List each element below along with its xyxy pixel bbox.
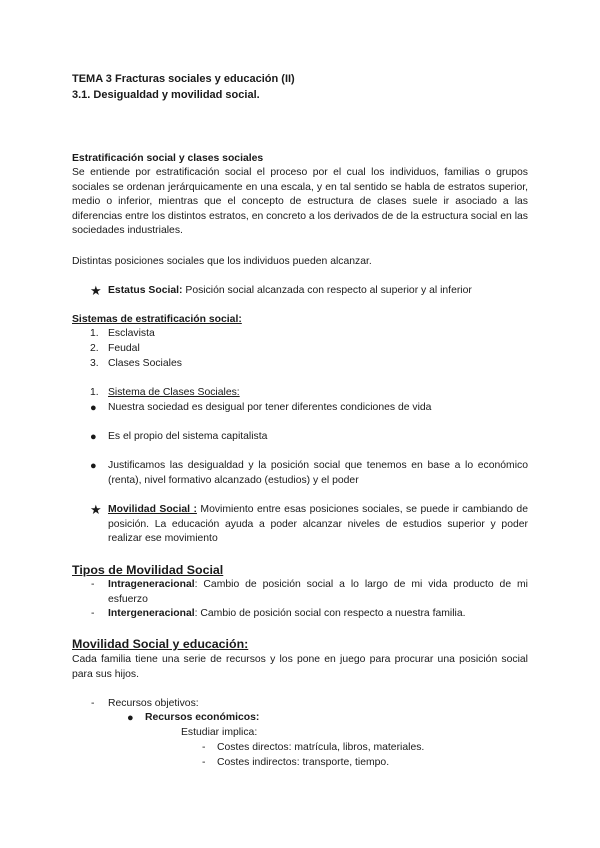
star-bullet: ★ xyxy=(90,283,102,298)
dash-bullet: - xyxy=(202,742,206,753)
clases-bullet: Justificamos las desigualdad y la posición social que tenemos en base a lo económico (renta), nivel formativo alcanzado (estudios) y el poder xyxy=(108,460,528,486)
estratificacion-heading: Estratificación social y clases sociales xyxy=(72,153,264,164)
tipos-term: Intergeneracional xyxy=(108,608,195,619)
dash-bullet: - xyxy=(91,579,95,590)
tipos-def: : Cambio de posición social con respecto a nuestra familia. xyxy=(194,608,466,619)
movilidad-social-item xyxy=(108,503,528,547)
coste-item: Costes indirectos: transporte, tiempo. xyxy=(217,757,390,768)
recursos-objetivos: Recursos objetivos: xyxy=(108,698,199,709)
section-subtitle: 3.1. Desigualdad y movilidad social. xyxy=(72,89,260,101)
dash-bullet: - xyxy=(91,608,95,619)
list-item: Clases Sociales xyxy=(108,358,182,369)
tipos-heading: Tipos de Movilidad Social xyxy=(72,563,224,577)
movilidad-social-term: Movilidad Social : xyxy=(108,504,197,515)
clases-sociales-title: Sistema de Clases Sociales: xyxy=(108,387,240,398)
list-number: 3. xyxy=(90,358,99,369)
estratificacion-paragraph: Se entiende por estratificación social el proceso por el cual los individuos, familias o grupos sociales se ordenan jerárquicamente en una escala, y en tal sentido se habla de estratos superior, medio o inferior, mientras que el concepto de estructura de clases suele ir asociado a las diferencias entre los distintos estratos, en concreto a los derivados de de la estructura social en las sociedades industriales. xyxy=(72,167,528,237)
educacion-paragraph: Cada familia tiene una serie de recursos y los pone en juego para procurar una posición social para sus hijos. xyxy=(72,654,528,680)
bullet-dot: ● xyxy=(90,402,97,414)
list-number: 1. xyxy=(90,387,99,398)
tipos-term: Intrageneracional xyxy=(108,579,195,590)
estatus-social-term: Estatus Social: xyxy=(108,285,183,296)
recursos-economicos: Recursos económicos: xyxy=(145,712,260,723)
positions-text: Distintas posiciones sociales que los individuos pueden alcanzar. xyxy=(72,256,372,267)
bullet-dot: ● xyxy=(127,712,134,724)
tipos-def: : Cambio de posición social a lo largo de mi vida producto de mi esfuerzo xyxy=(108,579,528,605)
bullet-dot: ● xyxy=(90,460,97,472)
star-bullet: ★ xyxy=(90,502,102,517)
sistemas-heading: Sistemas de estratificación social: xyxy=(72,314,242,325)
tipos-item xyxy=(108,607,466,622)
list-number: 1. xyxy=(90,328,99,339)
educacion-heading: Movilidad Social y educación: xyxy=(72,637,249,651)
dash-bullet: - xyxy=(91,698,95,709)
coste-item: Costes directos: matrícula, libros, materiales. xyxy=(217,742,425,753)
list-item: Feudal xyxy=(108,343,140,354)
dash-bullet: - xyxy=(202,757,206,768)
document-title: TEMA 3 Fracturas sociales y educación (II) xyxy=(72,73,295,85)
bullet-dot: ● xyxy=(90,431,97,443)
tipos-item xyxy=(108,578,528,607)
estatus-social-def: Posición social alcanzada con respecto al superior y al inferior xyxy=(182,285,472,296)
clases-bullet: Nuestra sociedad es desigual por tener diferentes condiciones de vida xyxy=(108,402,432,413)
movilidad-social-def: Movimiento entre esas posiciones sociales, se puede ir cambiando de posición. La educación ayuda a poder alcanzar niveles de estudios superior y poder realizar ese movimiento xyxy=(108,504,528,545)
list-number: 2. xyxy=(90,343,99,354)
list-item: Esclavista xyxy=(108,328,155,339)
clases-bullet: Es el propio del sistema capitalista xyxy=(108,431,268,442)
estatus-social-item xyxy=(108,284,472,299)
estudiar-implica: Estudiar implica: xyxy=(181,727,258,738)
